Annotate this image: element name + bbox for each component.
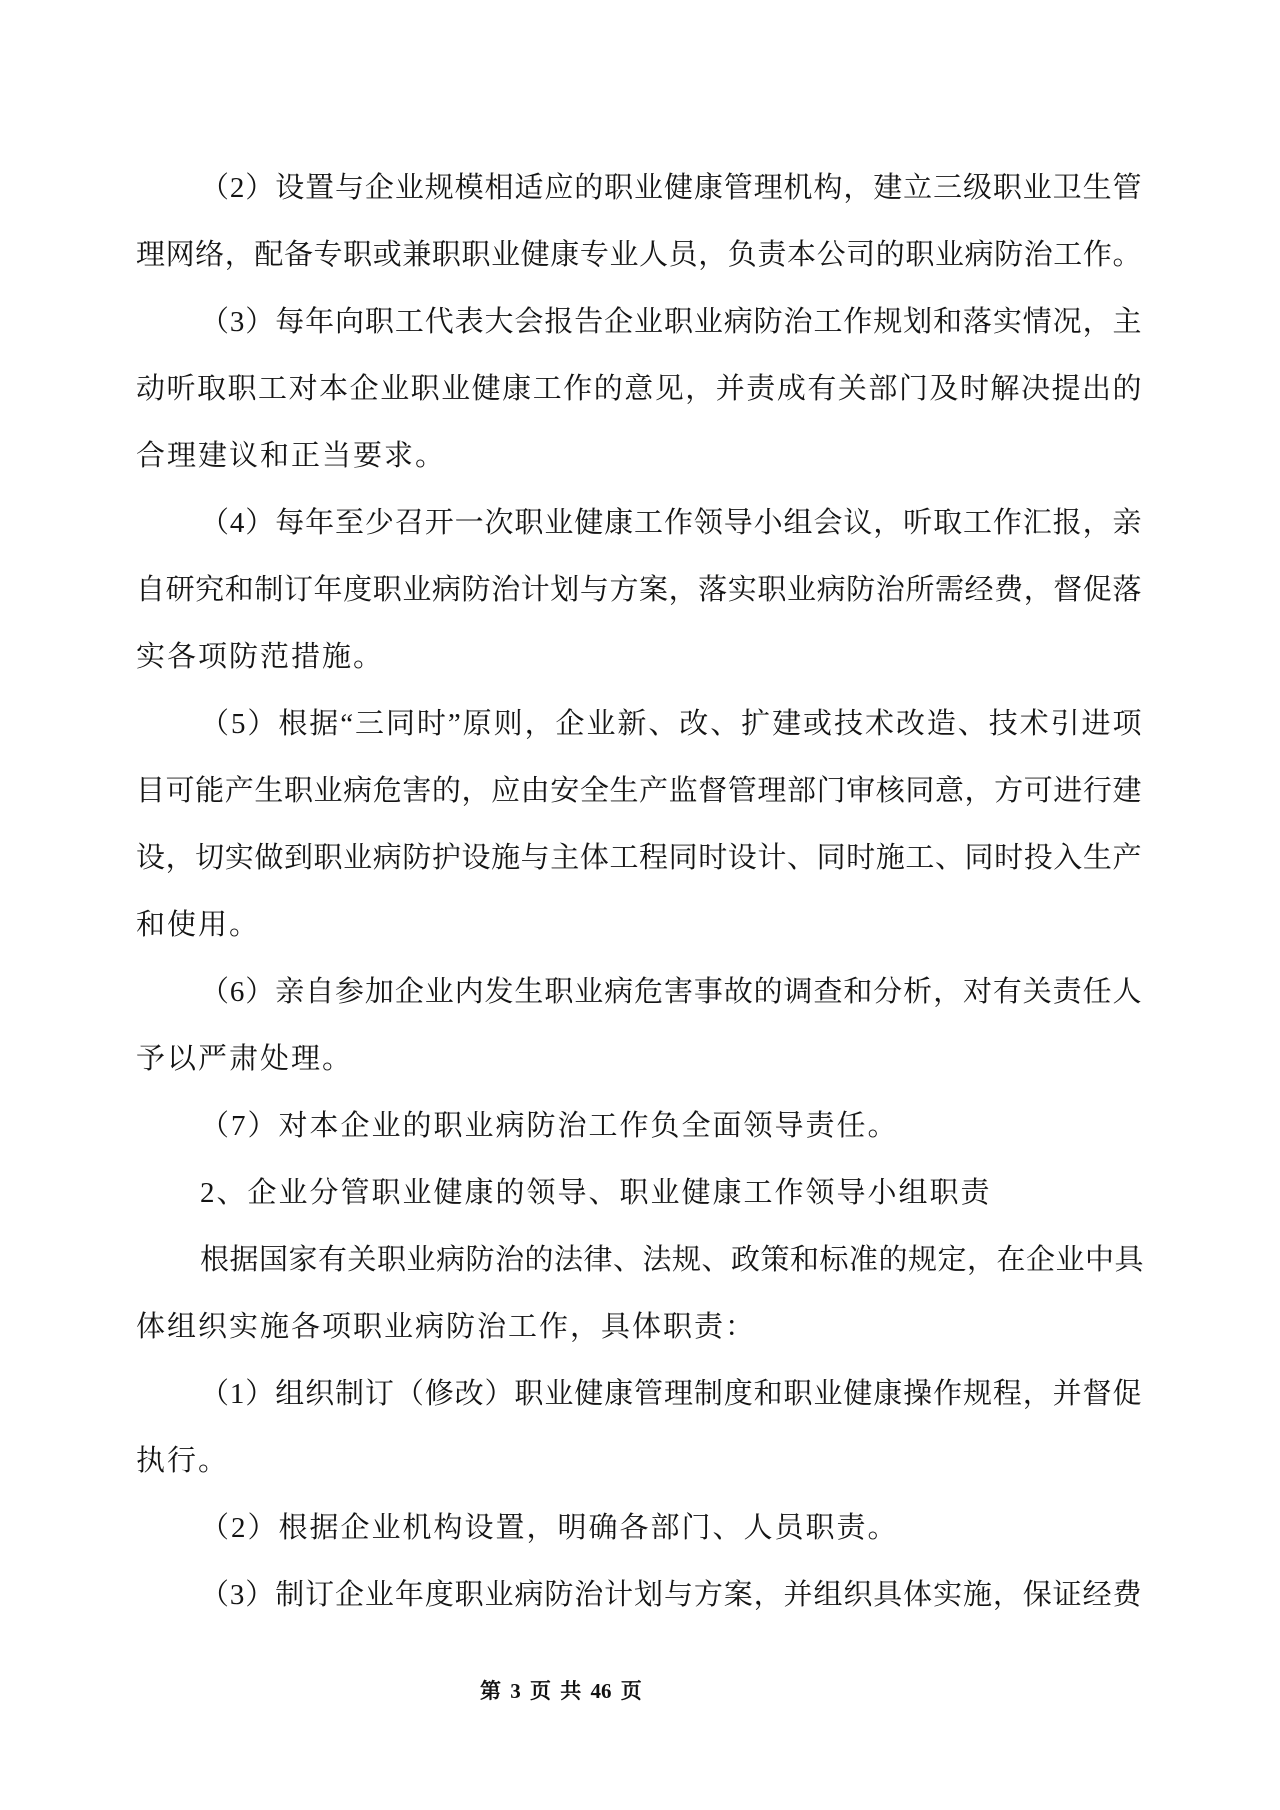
text-line: （7）对本企业的职业病防治工作负全面领导责任。	[200, 1110, 899, 1142]
text-line: 动听取职工对本企业职业健康工作的意见，并责成有关部门及时解决提出的	[136, 373, 1142, 405]
text-line: 2、企业分管职业健康的领导、职业健康工作领导小组职责	[200, 1177, 992, 1209]
text-line: 理网络，配备专职或兼职职业健康专业人员，负责本公司的职业病防治工作。	[136, 239, 1142, 271]
text-line: 设，切实做到职业病防护设施与主体工程同时设计、同时施工、同时投入生产	[136, 842, 1142, 874]
text-line: 予以严肃处理。	[136, 1043, 354, 1075]
text-line: （3）每年向职工代表大会报告企业职业病防治工作规划和落实情况，主	[200, 306, 1142, 338]
text-line: 体组织实施各项职业病防治工作，具体职责：	[136, 1311, 757, 1343]
text-line: 合理建议和正当要求。	[136, 440, 447, 472]
text-line: （4）每年至少召开一次职业健康工作领导小组会议，听取工作汇报，亲	[200, 507, 1142, 539]
text-line: （3）制订企业年度职业病防治计划与方案，并组织具体实施，保证经费	[200, 1579, 1142, 1611]
text-line: 根据国家有关职业病防治的法律、法规、政策和标准的规定，在企业中具	[200, 1244, 1145, 1276]
text-line: 执行。	[136, 1445, 230, 1477]
text-line: （5）根据“三同时”原则，企业新、改、扩建或技术改造、技术引进项	[200, 708, 1142, 740]
page-footer: 第 3 页 共 46 页	[480, 1679, 642, 1703]
text-line: （6）亲自参加企业内发生职业病危害事故的调查和分析，对有关责任人	[200, 976, 1142, 1008]
text-line: 实各项防范措施。	[136, 641, 385, 673]
text-line: 自研究和制订年度职业病防治计划与方案，落实职业病防治所需经费，督促落	[136, 574, 1142, 606]
document-body	[136, 155, 1145, 1629]
text-line: （2）设置与企业规模相适应的职业健康管理机构，建立三级职业卫生管	[200, 172, 1142, 204]
text-line: 目可能产生职业病危害的，应由安全生产监督管理部门审核同意，方可进行建	[136, 775, 1142, 807]
text-line: （2）根据企业机构设置，明确各部门、人员职责。	[200, 1512, 899, 1544]
text-line: （1）组织制订（修改）职业健康管理制度和职业健康操作规程，并督促	[200, 1378, 1142, 1410]
text-line: 和使用。	[136, 909, 261, 941]
